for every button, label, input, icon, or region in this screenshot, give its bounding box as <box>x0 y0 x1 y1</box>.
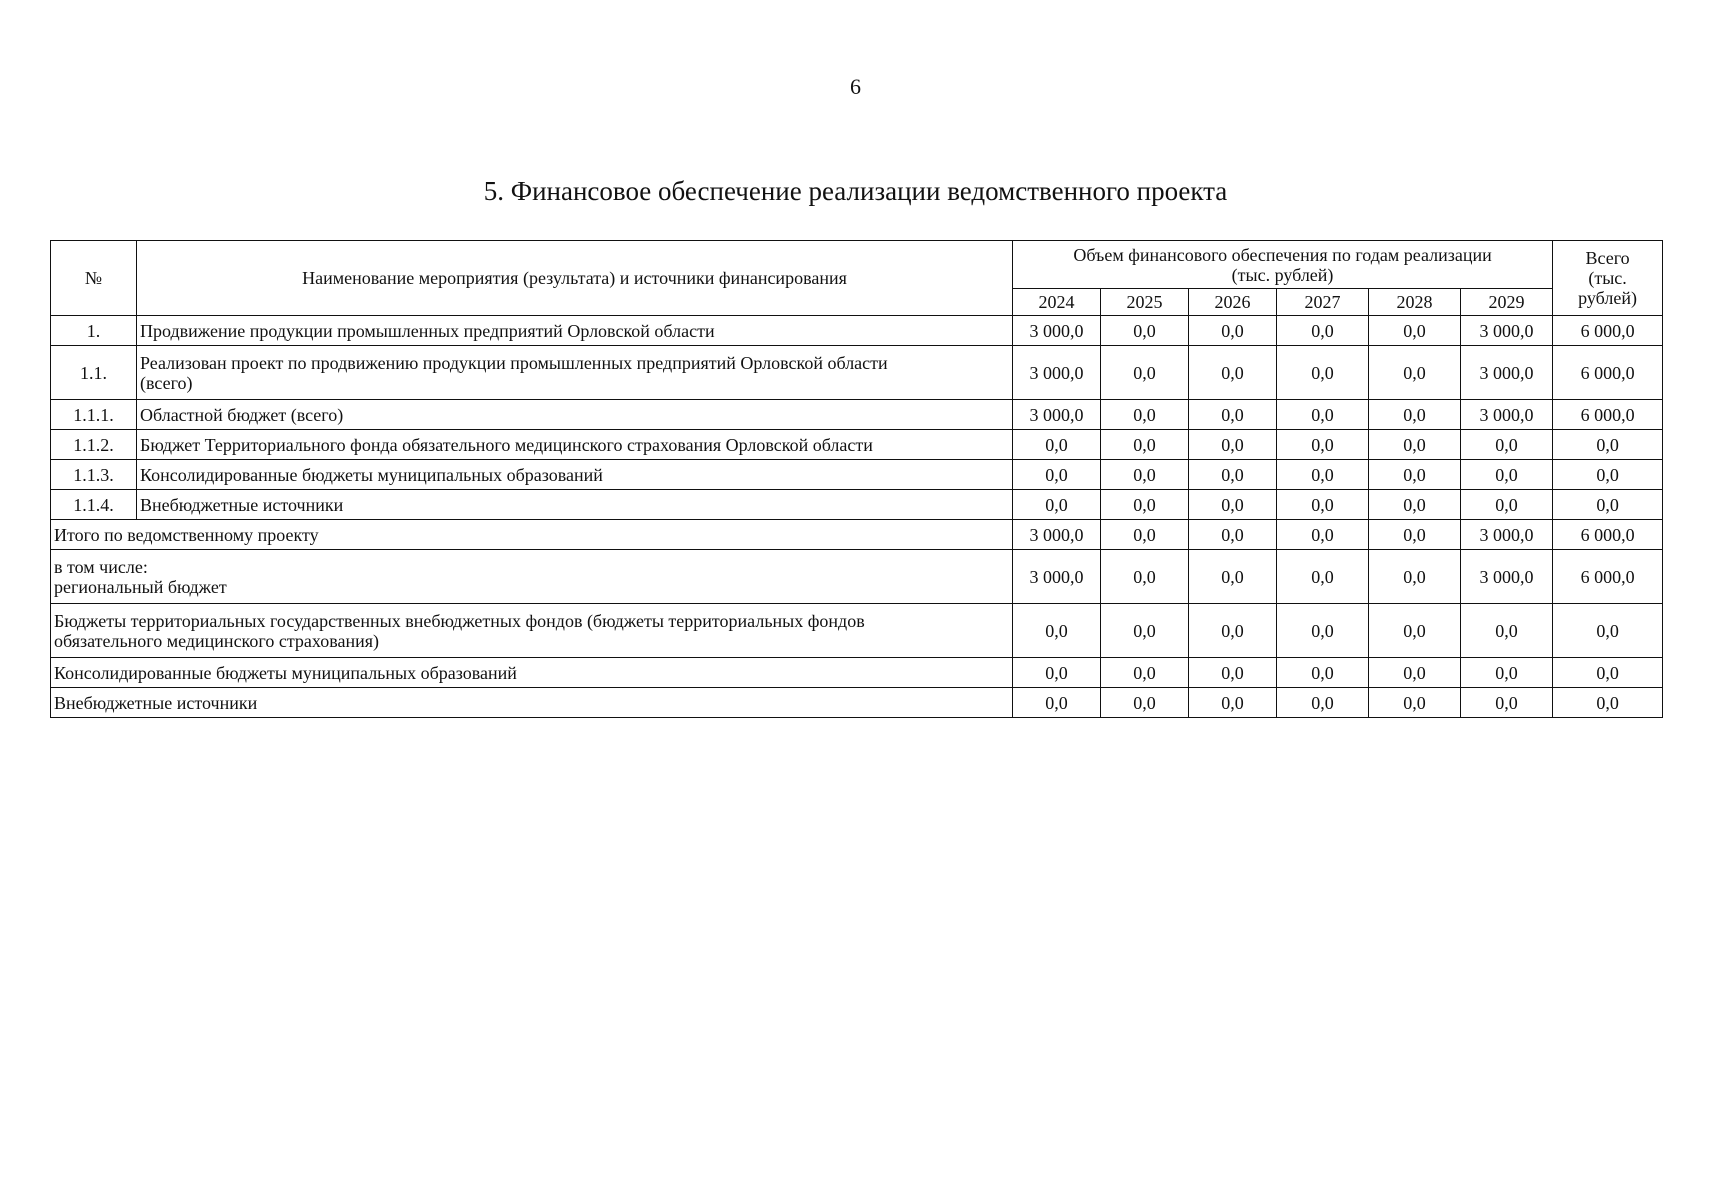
value-cell: 0,0 <box>1369 316 1461 346</box>
value-cell: 3 000,0 <box>1013 400 1101 430</box>
value-cell: 3 000,0 <box>1461 400 1553 430</box>
value-cell: 0,0 <box>1277 490 1369 520</box>
value-cell: 0,0 <box>1189 490 1277 520</box>
value-cell: 3 000,0 <box>1013 316 1101 346</box>
header-year: 2024 <box>1013 289 1101 316</box>
row-number: 1.1.4. <box>51 490 137 520</box>
summary-row <box>51 520 1663 550</box>
summary-name: Бюджеты территориальных государственных внебюджетных фондов (бюджеты территориальных фондов обязательного медицинского страхования) <box>51 604 1013 658</box>
value-cell: 3 000,0 <box>1461 346 1553 400</box>
value-cell: 0,0 <box>1369 550 1461 604</box>
value-cell: 0,0 <box>1101 688 1189 718</box>
value-cell: 0,0 <box>1189 520 1277 550</box>
document-title: 5. Финансовое обеспечение реализации ведомственного проекта <box>483 176 1228 206</box>
value-cell: 3 000,0 <box>1013 346 1101 400</box>
value-cell: 0,0 <box>1013 688 1101 718</box>
value-cell: 0,0 <box>1369 400 1461 430</box>
row-number: 1. <box>51 316 137 346</box>
page-number: 6 <box>850 74 861 99</box>
value-cell: 0,0 <box>1277 520 1369 550</box>
row-name: Продвижение продукции промышленных предприятий Орловской области <box>137 316 1013 346</box>
header-total: Всего (тыс. рублей) <box>1553 241 1663 316</box>
value-cell: 0,0 <box>1277 604 1369 658</box>
table-row <box>51 316 1663 346</box>
row-name: Внебюджетные источники <box>137 490 1013 520</box>
value-cell: 0,0 <box>1277 316 1369 346</box>
value-cell: 0,0 <box>1101 400 1189 430</box>
total-cell: 0,0 <box>1553 490 1663 520</box>
total-cell: 0,0 <box>1553 688 1663 718</box>
value-cell: 0,0 <box>1101 316 1189 346</box>
row-name: Реализован проект по продвижению продукции промышленных предприятий Орловской области (всего) <box>137 346 1013 400</box>
table-row <box>51 490 1663 520</box>
value-cell: 3 000,0 <box>1461 520 1553 550</box>
total-cell: 6 000,0 <box>1553 400 1663 430</box>
value-cell: 0,0 <box>1189 460 1277 490</box>
value-cell: 0,0 <box>1461 604 1553 658</box>
header-year: 2028 <box>1369 289 1461 316</box>
summary-name: в том числе: региональный бюджет <box>51 550 1013 604</box>
value-cell: 0,0 <box>1461 658 1553 688</box>
value-cell: 0,0 <box>1101 604 1189 658</box>
value-cell: 0,0 <box>1013 460 1101 490</box>
total-cell: 6 000,0 <box>1553 550 1663 604</box>
value-cell: 0,0 <box>1189 658 1277 688</box>
value-cell: 0,0 <box>1277 346 1369 400</box>
value-cell: 0,0 <box>1369 460 1461 490</box>
value-cell: 0,0 <box>1277 400 1369 430</box>
value-cell: 0,0 <box>1101 430 1189 460</box>
header-row <box>51 241 1663 289</box>
value-cell: 0,0 <box>1101 520 1189 550</box>
row-number: 1.1.1. <box>51 400 137 430</box>
value-cell: 0,0 <box>1013 604 1101 658</box>
value-cell: 0,0 <box>1101 658 1189 688</box>
value-cell: 0,0 <box>1369 346 1461 400</box>
summary-name: Внебюджетные источники <box>51 688 1013 718</box>
total-cell: 6 000,0 <box>1553 346 1663 400</box>
row-name: Областной бюджет (всего) <box>137 400 1013 430</box>
total-cell: 6 000,0 <box>1553 520 1663 550</box>
value-cell: 0,0 <box>1461 460 1553 490</box>
total-cell: 0,0 <box>1553 460 1663 490</box>
total-cell: 0,0 <box>1553 658 1663 688</box>
value-cell: 0,0 <box>1369 520 1461 550</box>
value-cell: 0,0 <box>1277 460 1369 490</box>
value-cell: 0,0 <box>1369 490 1461 520</box>
value-cell: 0,0 <box>1277 688 1369 718</box>
table-row <box>51 400 1663 430</box>
header-year: 2027 <box>1277 289 1369 316</box>
value-cell: 0,0 <box>1013 430 1101 460</box>
value-cell: 3 000,0 <box>1461 550 1553 604</box>
table-body <box>51 316 1663 718</box>
summary-row <box>51 604 1663 658</box>
row-name: Консолидированные бюджеты муниципальных образований <box>137 460 1013 490</box>
value-cell: 0,0 <box>1369 688 1461 718</box>
value-cell: 0,0 <box>1369 658 1461 688</box>
value-cell: 0,0 <box>1189 550 1277 604</box>
value-cell: 0,0 <box>1189 688 1277 718</box>
value-cell: 0,0 <box>1277 658 1369 688</box>
row-number: 1.1.3. <box>51 460 137 490</box>
value-cell: 0,0 <box>1189 346 1277 400</box>
value-cell: 0,0 <box>1101 346 1189 400</box>
value-cell: 0,0 <box>1101 550 1189 604</box>
header-year: 2029 <box>1461 289 1553 316</box>
header-num: № <box>51 241 137 316</box>
summary-name: Итого по ведомственному проекту <box>51 520 1013 550</box>
value-cell: 0,0 <box>1461 490 1553 520</box>
header-volume: Объем финансового обеспечения по годам реализации (тыс. рублей) <box>1013 241 1553 289</box>
value-cell: 3 000,0 <box>1013 550 1101 604</box>
total-cell: 0,0 <box>1553 604 1663 658</box>
table-row <box>51 346 1663 400</box>
total-cell: 0,0 <box>1553 430 1663 460</box>
header-year: 2025 <box>1101 289 1189 316</box>
row-name: Бюджет Территориального фонда обязательного медицинского страхования Орловской области <box>137 430 1013 460</box>
row-number: 1.1. <box>51 346 137 400</box>
financing-table <box>50 240 1663 718</box>
value-cell: 0,0 <box>1369 604 1461 658</box>
value-cell: 0,0 <box>1189 316 1277 346</box>
summary-row <box>51 658 1663 688</box>
value-cell: 0,0 <box>1013 658 1101 688</box>
summary-row <box>51 550 1663 604</box>
value-cell: 3 000,0 <box>1013 520 1101 550</box>
value-cell: 0,0 <box>1189 604 1277 658</box>
table-header <box>51 241 1663 316</box>
header-year: 2026 <box>1189 289 1277 316</box>
value-cell: 0,0 <box>1369 430 1461 460</box>
value-cell: 0,0 <box>1461 430 1553 460</box>
value-cell: 0,0 <box>1277 550 1369 604</box>
total-cell: 6 000,0 <box>1553 316 1663 346</box>
summary-row <box>51 688 1663 718</box>
row-number: 1.1.2. <box>51 430 137 460</box>
value-cell: 0,0 <box>1013 490 1101 520</box>
value-cell: 0,0 <box>1277 430 1369 460</box>
table-row <box>51 460 1663 490</box>
value-cell: 0,0 <box>1189 400 1277 430</box>
value-cell: 0,0 <box>1461 688 1553 718</box>
value-cell: 0,0 <box>1101 490 1189 520</box>
summary-name: Консолидированные бюджеты муниципальных образований <box>51 658 1013 688</box>
value-cell: 0,0 <box>1189 430 1277 460</box>
table-row <box>51 430 1663 460</box>
value-cell: 3 000,0 <box>1461 316 1553 346</box>
value-cell: 0,0 <box>1101 460 1189 490</box>
header-name: Наименование мероприятия (результата) и источники финансирования <box>137 241 1013 316</box>
